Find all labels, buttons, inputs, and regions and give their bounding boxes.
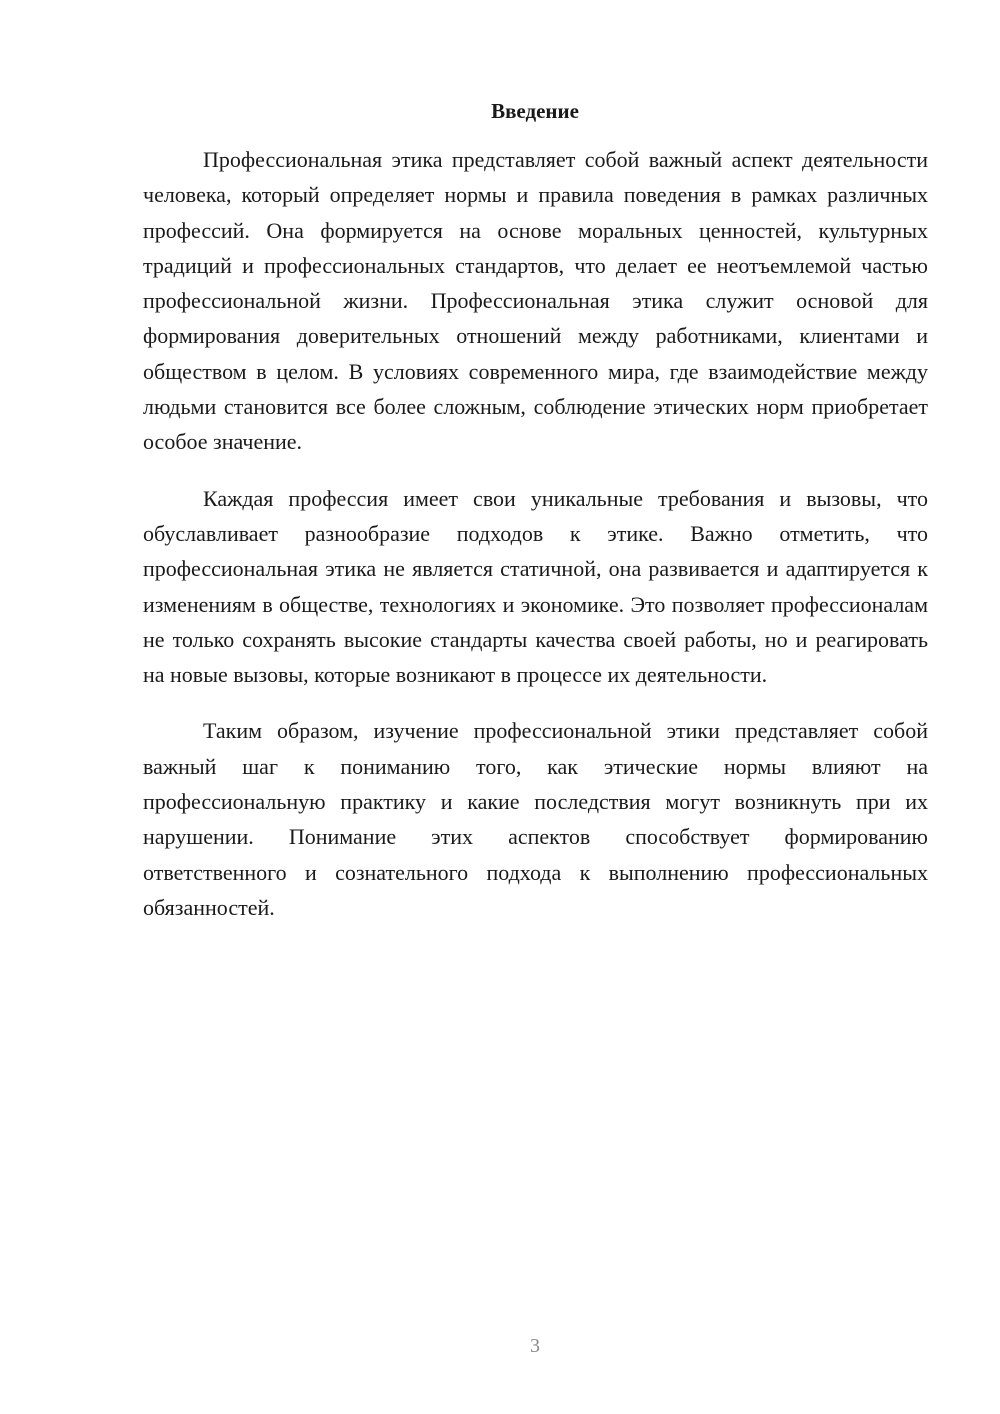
paragraph-intro: Профессиональная этика представляет собой важный аспект деятельности человека, который определяет нормы и правила поведения в рамках различных профессий. Она формируется на основе моральных ценностей, культурных традиций и профессиональных стандартов, что делает ее неотъемлемой частью профессиональной жизни. Профессиональная этика служит основой для формирования доверительных отношений между работниками, клиентами и обществом в целом. В условиях современного мира, где взаимодействие между людьми становится все более сложным, соблюдение этических норм приобретает особое значение.	[143, 147, 928, 455]
paragraph-professions: Каждая профессия имеет свои уникальные требования и вызовы, что обуславливает разнообразие подходов к этике. Важно отметить, что профессиональная этика не является статичной, она развивается и адаптируется к изменениям в обществе, технологиях и экономике. Это позволяет профессионалам не только сохранять высокие стандарты качества своей работы, но и реагировать на новые вызовы, которые возникают в процессе их деятельности.	[143, 485, 928, 688]
body-text	[143, 142, 928, 925]
paragraph-conclusion: Таким образом, изучение профессиональной этики представляет собой важный шаг к пониманию того, как этические нормы влияют на профессиональную практику и какие последствия могут возникнуть при их нарушении. Понимание этих аспектов способствует формированию ответственного и сознательного подхода к выполнению профессиональных обязанностей.	[143, 718, 928, 920]
section-heading: Введение	[491, 99, 579, 123]
page-number: 3	[530, 1335, 540, 1357]
